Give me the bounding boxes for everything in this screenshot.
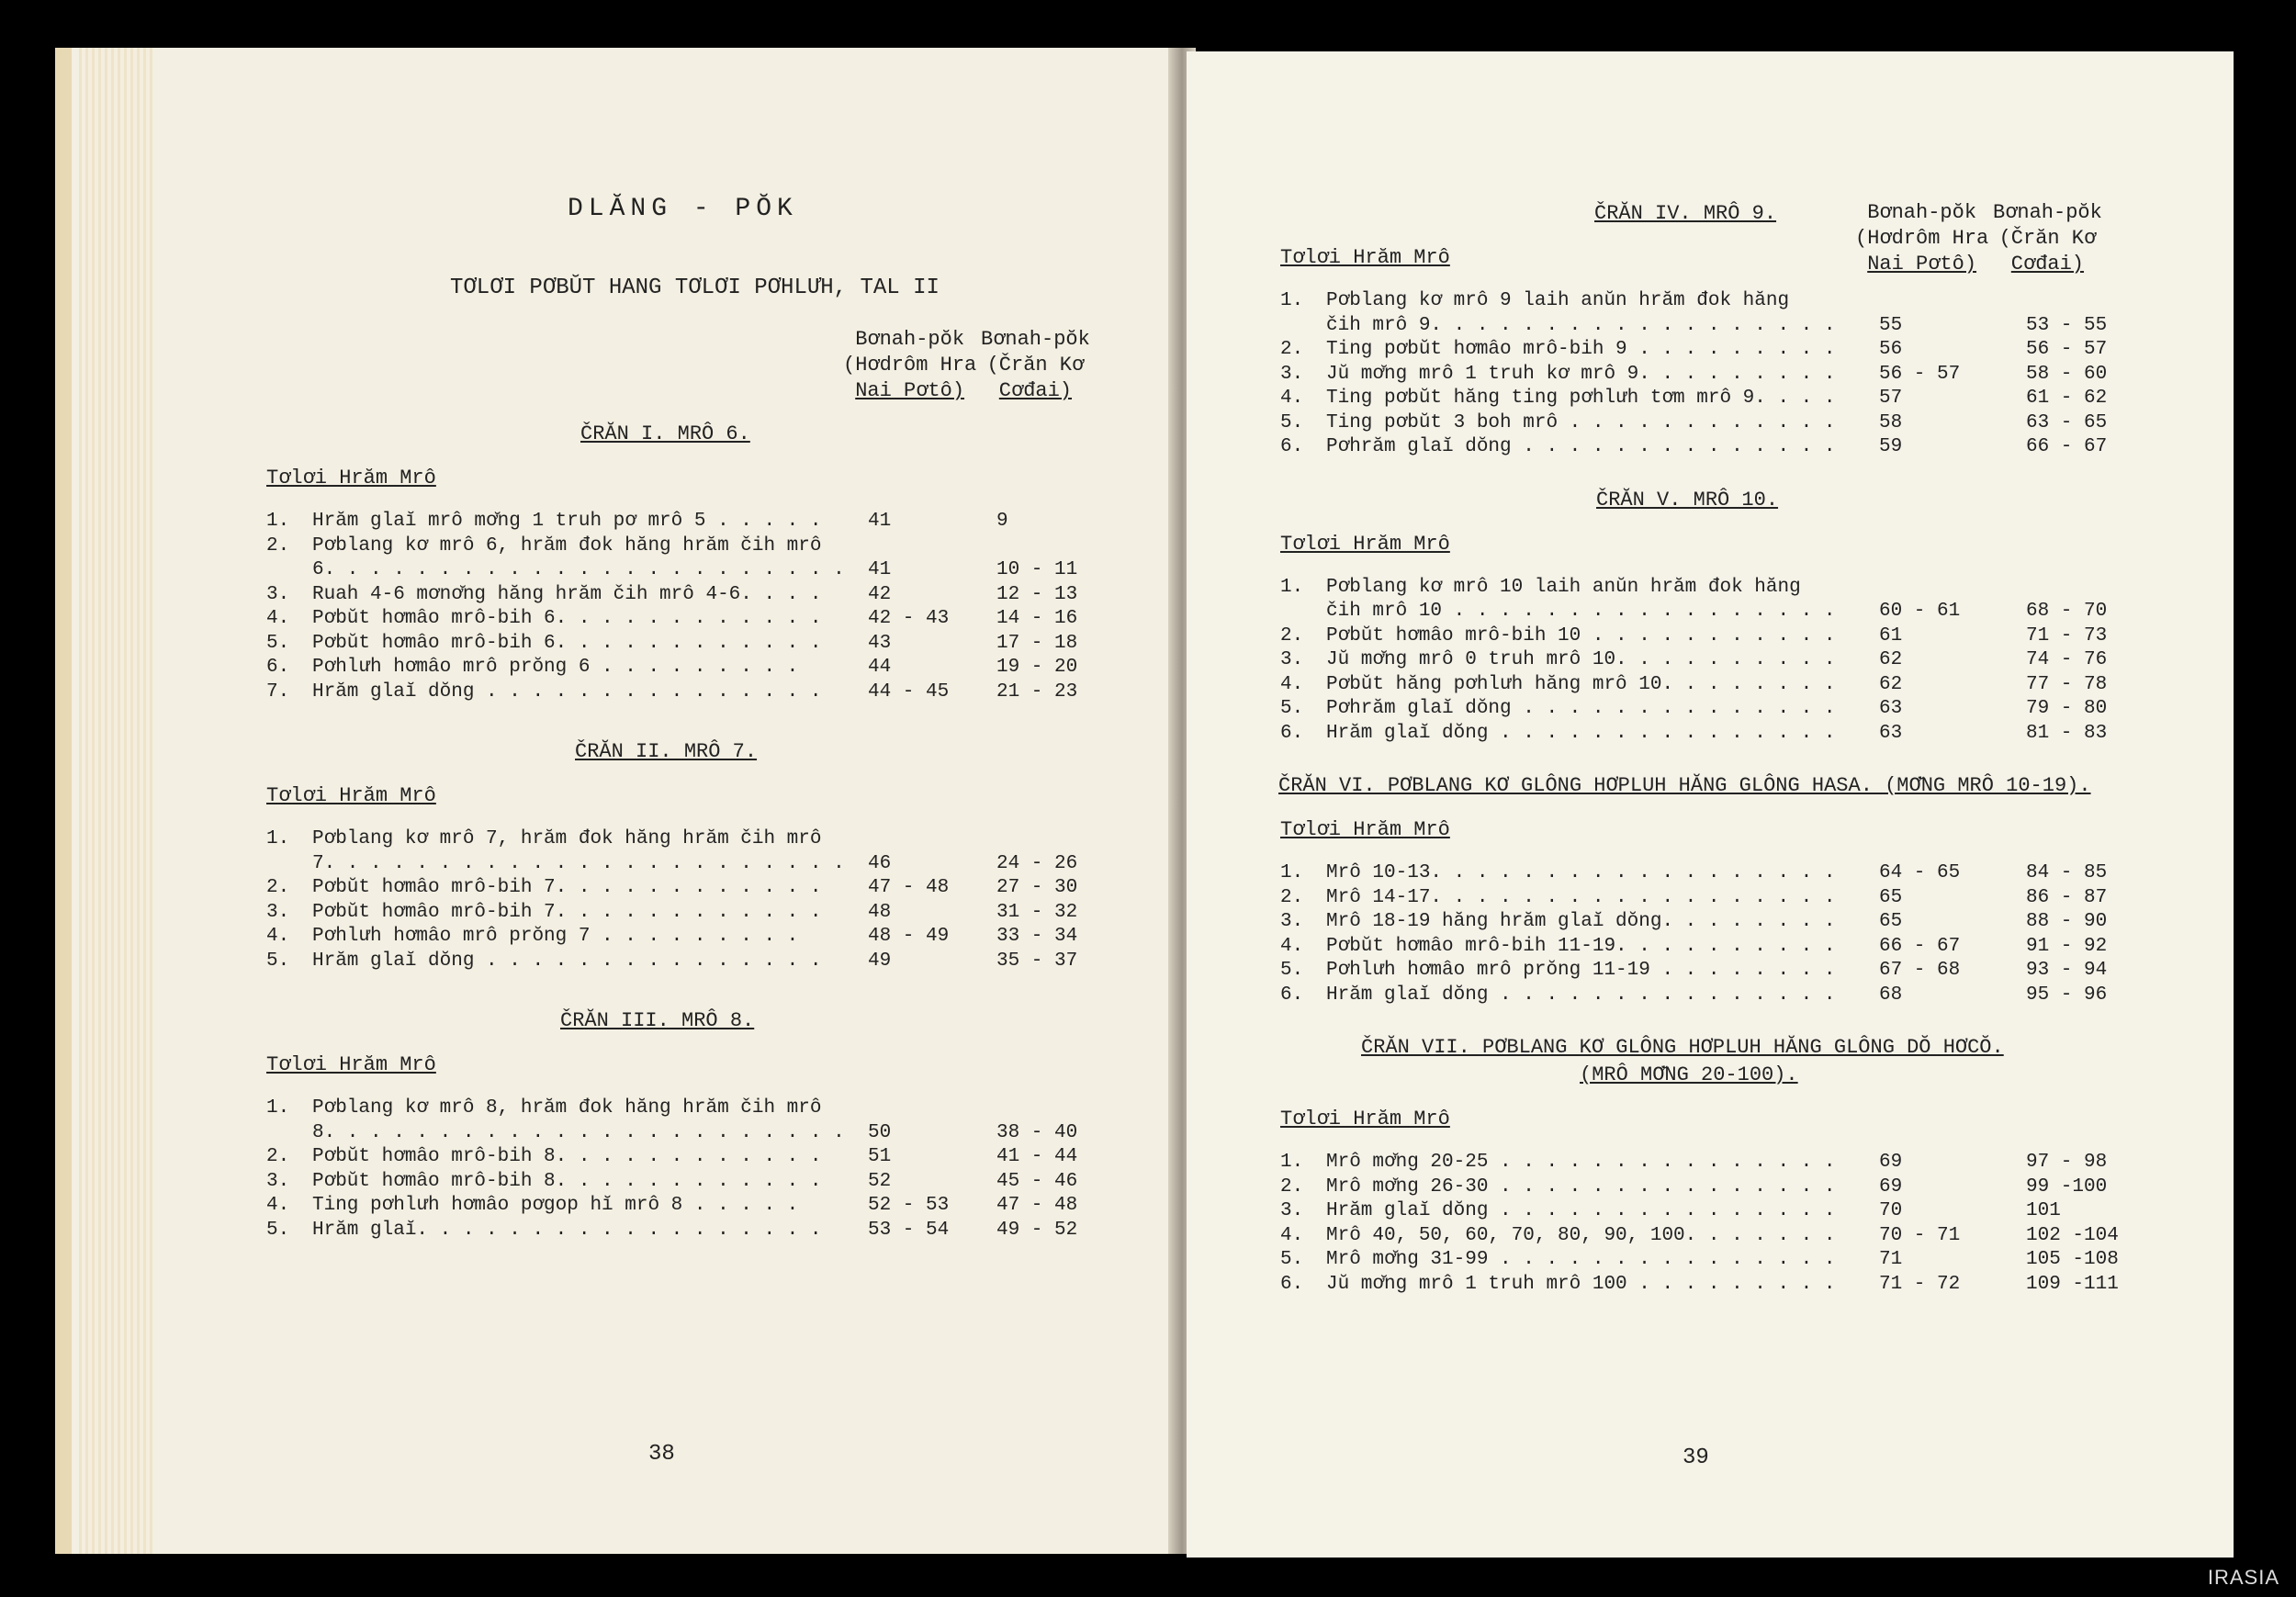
item-number: 1. (1280, 1152, 1304, 1173)
item-page-student: 109 -111 (2026, 1273, 2119, 1295)
item-number: 6. (1280, 436, 1304, 457)
left-page (55, 48, 1176, 1554)
left-chapter-title: ČRĂN III. MRÔ 8. (560, 1009, 755, 1032)
item-text: Pơblang kơ mrô 7, hrăm đok hăng hrăm čih mrô (312, 828, 822, 849)
item-text: 7. . . . . . . . . . . . . . . . . . . . . . . (312, 852, 845, 874)
item-text: Pơbŭt hơmâo mrô-bih 7. . . . . . . . . . . . (312, 877, 822, 898)
right-section-heading: Tơlơi Hrăm Mrô (1280, 1108, 1450, 1130)
item-text: Mrô mơ̆ng 20-25 . . . . . . . . . . . . . . . (1326, 1152, 1836, 1173)
item-page-student: 58 - 60 (2026, 363, 2108, 385)
item-page-teacher: 70 (1879, 1200, 1903, 1221)
right-section-heading: Tơlơi Hrăm Mrô (1280, 818, 1450, 841)
left-col1-header (843, 327, 976, 404)
item-page-teacher: 63 (1879, 722, 1903, 744)
item-text: čih mrô 10 . . . . . . . . . . . . . . . . . (1326, 601, 1836, 622)
item-page-student: 88 - 90 (2026, 911, 2108, 932)
item-number: 2. (266, 877, 290, 898)
item-text: Pơhlưh hơmâo mrô prŏng 11-19 . . . . . . . . (1326, 960, 1836, 981)
item-page-student: 66 - 67 (2026, 436, 2108, 457)
item-page-student: 101 (2026, 1200, 2061, 1221)
right-chapter-title: ČRĂN VII. PƠBLANG KƠ GLÔNG HƠPLUH HĂNG GLÔNG DŎ HƠCŎ. (1361, 1036, 2004, 1059)
item-text: Pơbŭt hơmâo mrô-bih 8. . . . . . . . . . . . (312, 1170, 822, 1192)
item-text: Pơbŭt hơmâo mrô-bih 8. . . . . . . . . . . . (312, 1146, 822, 1167)
item-text: Hrăm glaĭ mrô mơ̆ng 1 truh pơ mrô 5 . . . . . (312, 511, 822, 532)
brand-watermark: IRASIA (2207, 1566, 2279, 1589)
right-col2-header-line: (Črăn Kơ (1998, 227, 2097, 250)
item-number: 5. (266, 1219, 290, 1241)
item-page-teacher: 52 - 53 (868, 1195, 950, 1216)
item-text: Mrô 10-13. . . . . . . . . . . . . . . . . . (1326, 862, 1836, 883)
item-text: Hrăm glaĭ dŏng . . . . . . . . . . . . . . . (1326, 722, 1836, 744)
item-number: 1. (266, 828, 290, 849)
item-page-student: 68 - 70 (2026, 601, 2108, 622)
item-page-teacher: 61 (1879, 624, 1903, 647)
left-col2-header-line: Bơnah-pŏk (981, 328, 1090, 351)
item-text: Pơbŭt hơmâo mrô-bih 11-19. . . . . . . . . . (1326, 935, 1836, 957)
item-page-teacher: 59 (1879, 436, 1903, 457)
item-page-student: 19 - 20 (996, 657, 1078, 678)
right-col1-header-line: (Hơdrôm Hra (1855, 227, 1989, 250)
item-page-teacher: 69 (1879, 1152, 1903, 1173)
item-page-teacher: 60 - 61 (1879, 601, 1961, 622)
left-col2-header (981, 327, 1090, 404)
item-text: 6. . . . . . . . . . . . . . . . . . . . . . . (312, 559, 845, 580)
item-page-teacher: 58 (1879, 411, 1903, 433)
item-number: 6. (1280, 722, 1304, 744)
item-page-teacher: 49 (868, 950, 892, 972)
item-page-student: 99 -100 (2026, 1175, 2108, 1198)
item-number: 2. (1280, 339, 1304, 360)
item-text: Pơhrăm glaĭ dŏng . . . . . . . . . . . . . . (1326, 698, 1836, 719)
item-page-teacher: 52 (868, 1170, 892, 1192)
item-text: Pơblang kơ mrô 9 laih anŭn hrăm đok hăng (1326, 290, 1790, 311)
item-number: 4. (1280, 673, 1304, 695)
item-number: 1. (1280, 862, 1304, 883)
right-col1-header (1855, 200, 1988, 277)
item-text: Ruah 4-6 mơnơ̆ng hăng hrăm čih mrô 4-6. . . . (312, 583, 822, 605)
item-number: 4. (1280, 935, 1304, 957)
item-number: 4. (1280, 1224, 1304, 1246)
item-text: Ting pơhlưh hơmâo pơgop hĭ mrô 8 . . . . . (312, 1195, 799, 1216)
item-number: 2. (266, 1146, 290, 1167)
item-text: Jŭ mơ̆ng mrô 1 truh mrô 100 . . . . . . . . . (1326, 1273, 1836, 1295)
item-text: Pơblang kơ mrô 8, hrăm đok hăng hrăm čih mrô (312, 1097, 822, 1119)
right-section-heading: Tơlơi Hrăm Mrô (1280, 246, 1450, 269)
left-col2-header-line: (Črăn Kơ (986, 354, 1085, 377)
item-number: 3. (266, 901, 290, 923)
item-number: 6. (266, 657, 290, 678)
item-page-teacher: 67 - 68 (1879, 960, 1961, 981)
item-text: Pơblang kơ mrô 10 laih anŭn hrăm đok hăng (1326, 576, 1801, 598)
item-page-teacher: 56 - 57 (1879, 363, 1961, 385)
right-page (1187, 51, 2234, 1558)
item-page-teacher: 57 (1879, 388, 1903, 409)
item-page-student: 24 - 26 (996, 852, 1078, 874)
item-text: Pơbŭt hơmâo mrô-bih 7. . . . . . . . . . . . (312, 901, 822, 923)
item-page-student: 84 - 85 (2026, 862, 2108, 883)
item-number: 3. (1280, 363, 1304, 385)
item-number: 5. (1280, 960, 1304, 981)
item-text: Hrăm glaĭ dŏng . . . . . . . . . . . . . . . (312, 680, 822, 703)
item-page-student: 41 - 44 (996, 1146, 1078, 1167)
item-text: Mrô mơ̆ng 26-30 . . . . . . . . . . . . . . . (1326, 1175, 1836, 1198)
item-page-student: 49 - 52 (996, 1219, 1078, 1241)
item-page-teacher: 42 (868, 583, 892, 605)
item-page-student: 95 - 96 (2026, 984, 2108, 1006)
item-number: 5. (1280, 698, 1304, 719)
page-edges (79, 48, 152, 1554)
item-number: 1. (266, 511, 290, 532)
item-number: 1. (1280, 290, 1304, 311)
item-number: 4. (266, 926, 290, 947)
item-page-student: 47 - 48 (996, 1195, 1078, 1216)
item-page-student: 97 - 98 (2026, 1152, 2108, 1173)
right-page-number: 39 (1683, 1445, 1709, 1470)
left-col2-header-line: Cơđai) (998, 379, 1073, 402)
item-text: Ting pơbŭt hơmâo mrô-bih 9 . . . . . . . . . (1326, 339, 1836, 360)
item-number: 4. (1280, 388, 1304, 409)
item-page-teacher: 70 - 71 (1879, 1224, 1961, 1246)
left-page-number: 38 (648, 1442, 675, 1467)
right-col2-header-line: Bơnah-pŏk (1993, 201, 2102, 224)
item-page-student: 31 - 32 (996, 901, 1078, 923)
item-page-teacher: 66 - 67 (1879, 935, 1961, 957)
item-number: 3. (266, 1170, 290, 1192)
item-number: 3. (1280, 649, 1304, 670)
item-page-teacher: 55 (1879, 314, 1903, 336)
item-page-student: 38 - 40 (996, 1121, 1078, 1143)
item-page-student: 91 - 92 (2026, 935, 2108, 957)
item-page-teacher: 62 (1879, 649, 1903, 670)
item-text: Pơblang kơ mrô 6, hrăm đok hăng hrăm čih mrô (312, 534, 822, 557)
item-number: 5. (266, 950, 290, 972)
item-page-student: 105 -108 (2026, 1249, 2119, 1270)
left-chapter-title: ČRĂN II. MRÔ 7. (575, 740, 758, 763)
item-number: 6. (1280, 1273, 1304, 1295)
item-text: čih mrô 9. . . . . . . . . . . . . . . . . . (1326, 314, 1836, 336)
right-chapter-title: ČRĂN V. MRÔ 10. (1596, 488, 1779, 512)
item-page-student: 81 - 83 (2026, 722, 2108, 744)
left-col1-header-line: Nai Pơtô) (855, 379, 965, 402)
item-page-teacher: 50 (868, 1121, 892, 1143)
item-text: Mrô 40, 50, 60, 70, 80, 90, 100. . . . . . . (1326, 1224, 1836, 1246)
item-page-teacher: 44 (868, 657, 892, 678)
item-page-student: 79 - 80 (2026, 698, 2108, 719)
item-page-student: 77 - 78 (2026, 673, 2108, 695)
right-col2-header (1993, 200, 2102, 277)
item-number: 2. (1280, 624, 1304, 647)
item-page-teacher: 42 - 43 (868, 608, 950, 629)
item-page-teacher: 48 - 49 (868, 926, 950, 947)
item-text: 8. . . . . . . . . . . . . . . . . . . . . . . (312, 1121, 845, 1143)
left-section-heading: Tơlơi Hrăm Mrô (266, 467, 436, 489)
right-chapter-title: ČRĂN VI. PƠBLANG KƠ GLÔNG HƠPLUH HĂNG GLÔNG HASA. (MƠ̆NG MRÔ 10-19). (1278, 774, 2091, 797)
item-text: Mrô 14-17. . . . . . . . . . . . . . . . . . (1326, 886, 1836, 908)
item-text: Pơhlưh hơmâo mrô prŏng 6 . . . . . . . . . (312, 657, 799, 678)
item-number: 3. (1280, 1200, 1304, 1221)
right-section-heading: Tơlơi Hrăm Mrô (1280, 532, 1450, 556)
item-number: 5. (1280, 1249, 1304, 1270)
item-page-teacher: 56 (1879, 339, 1903, 360)
item-number: 5. (266, 632, 290, 654)
left-col1-header-line: Bơnah-pŏk (855, 328, 965, 351)
item-number: 4. (266, 1195, 290, 1216)
left-chapter-title: ČRĂN I. MRÔ 6. (580, 422, 750, 445)
item-number: 2. (1280, 886, 1304, 908)
item-text: Hrăm glaĭ dŏng . . . . . . . . . . . . . . . (1326, 984, 1836, 1006)
item-page-student: 45 - 46 (996, 1170, 1078, 1192)
item-page-student: 61 - 62 (2026, 388, 2108, 409)
item-text: Ting pơbŭt hăng ting pơhlưh tơm mrô 9. . . . (1326, 388, 1836, 409)
item-text: Pơhlưh hơmâo mrô prŏng 7 . . . . . . . . . (312, 926, 799, 947)
item-text: Pơbŭt hơmâo mrô-bih 6. . . . . . . . . . . . (312, 608, 822, 629)
item-text: Mrô mơ̆ng 31-99 . . . . . . . . . . . . . . . (1326, 1249, 1836, 1270)
item-page-student: 71 - 73 (2026, 624, 2108, 647)
item-page-student: 33 - 34 (996, 926, 1078, 947)
left-section-heading: Tơlơi Hrăm Mrô (266, 1053, 436, 1076)
item-page-student: 56 - 57 (2026, 339, 2108, 360)
item-number: 7. (266, 680, 290, 703)
item-page-student: 10 - 11 (996, 559, 1078, 580)
item-text: Pơbŭt hơmâo mrô-bih 6. . . . . . . . . . . . (312, 632, 822, 654)
item-text: Mrô 18-19 hăng hrăm glaĭ dŏng. . . . . . . . (1326, 911, 1836, 932)
item-number: 3. (266, 583, 290, 605)
item-number: 3. (1280, 911, 1304, 932)
item-page-student: 86 - 87 (2026, 886, 2108, 908)
item-text: Hrăm glaĭ dŏng . . . . . . . . . . . . . . . (1326, 1200, 1836, 1221)
item-page-student: 53 - 55 (2026, 314, 2108, 336)
item-number: 1. (1280, 576, 1304, 598)
item-number: 6. (1280, 984, 1304, 1006)
item-number: 2. (1280, 1175, 1304, 1198)
item-page-teacher: 43 (868, 632, 892, 654)
item-text: Ting pơbŭt 3 boh mrô . . . . . . . . . . . . (1326, 411, 1836, 433)
item-page-student: 9 (996, 511, 1008, 532)
item-page-teacher: 65 (1879, 886, 1903, 908)
item-page-student: 27 - 30 (996, 877, 1078, 898)
right-chapter-title-cont: (MRÔ MƠ̆NG 20-100). (1580, 1063, 1798, 1086)
item-text: Jŭ mơ̆ng mrô 1 truh kơ mrô 9. . . . . . . . . (1326, 363, 1836, 385)
item-text: Pơhrăm glaĭ dŏng . . . . . . . . . . . . . . (1326, 436, 1836, 457)
item-page-teacher: 64 - 65 (1879, 862, 1961, 883)
right-col2-header-line: Cơđai) (2010, 253, 2085, 276)
item-page-teacher: 47 - 48 (868, 877, 950, 898)
left-page-subtitle: TƠLƠI PƠBŬT HANG TƠLƠI PƠHLƯH, TAL II (450, 276, 940, 300)
item-page-student: 35 - 37 (996, 950, 1078, 972)
right-chapter-title: ČRĂN IV. MRÔ 9. (1594, 202, 1777, 225)
item-text: Pơbŭt hăng pơhlưh hăng mrô 10. . . . . . . . (1326, 673, 1836, 695)
item-number: 1. (266, 1097, 290, 1119)
left-page-title: DLĂNG - PŎK (568, 195, 798, 223)
item-text: Hrăm glaĭ. . . . . . . . . . . . . . . . . . (312, 1219, 822, 1241)
item-page-teacher: 69 (1879, 1175, 1903, 1198)
item-page-student: 17 - 18 (996, 632, 1078, 654)
item-page-student: 12 - 13 (996, 583, 1078, 605)
item-page-teacher: 41 (868, 559, 892, 580)
item-page-teacher: 44 - 45 (868, 680, 950, 703)
item-page-teacher: 41 (868, 511, 892, 532)
item-page-teacher: 51 (868, 1146, 892, 1167)
item-page-student: 93 - 94 (2026, 960, 2108, 981)
item-text: Jŭ mơ̆ng mrô 0 truh mrô 10. . . . . . . . . . (1326, 649, 1836, 670)
item-text: Hrăm glaĭ dŏng . . . . . . . . . . . . . . . (312, 950, 822, 972)
item-page-teacher: 53 - 54 (868, 1219, 950, 1241)
item-page-teacher: 62 (1879, 673, 1903, 695)
left-section-heading: Tơlơi Hrăm Mrô (266, 784, 436, 807)
item-text: Pơbŭt hơmâo mrô-bih 10 . . . . . . . . . . . (1326, 624, 1836, 647)
item-page-teacher: 63 (1879, 698, 1903, 719)
item-page-teacher: 68 (1879, 984, 1903, 1006)
item-number: 5. (1280, 411, 1304, 433)
item-page-teacher: 46 (868, 852, 892, 874)
item-page-student: 74 - 76 (2026, 649, 2108, 670)
item-page-student: 102 -104 (2026, 1224, 2119, 1246)
item-page-teacher: 71 (1879, 1249, 1903, 1270)
item-page-student: 21 - 23 (996, 680, 1078, 703)
right-col1-header-line: Bơnah-pŏk (1867, 201, 1977, 224)
item-number: 2. (266, 534, 290, 557)
item-page-teacher: 65 (1879, 911, 1903, 932)
item-page-teacher: 48 (868, 901, 892, 923)
item-page-teacher: 71 - 72 (1879, 1273, 1961, 1295)
item-number: 4. (266, 608, 290, 629)
item-page-student: 63 - 65 (2026, 411, 2108, 433)
right-col1-header-line: Nai Pơtô) (1867, 253, 1977, 276)
left-col1-header-line: (Hơdrôm Hra (843, 354, 977, 377)
item-page-student: 14 - 16 (996, 608, 1078, 629)
